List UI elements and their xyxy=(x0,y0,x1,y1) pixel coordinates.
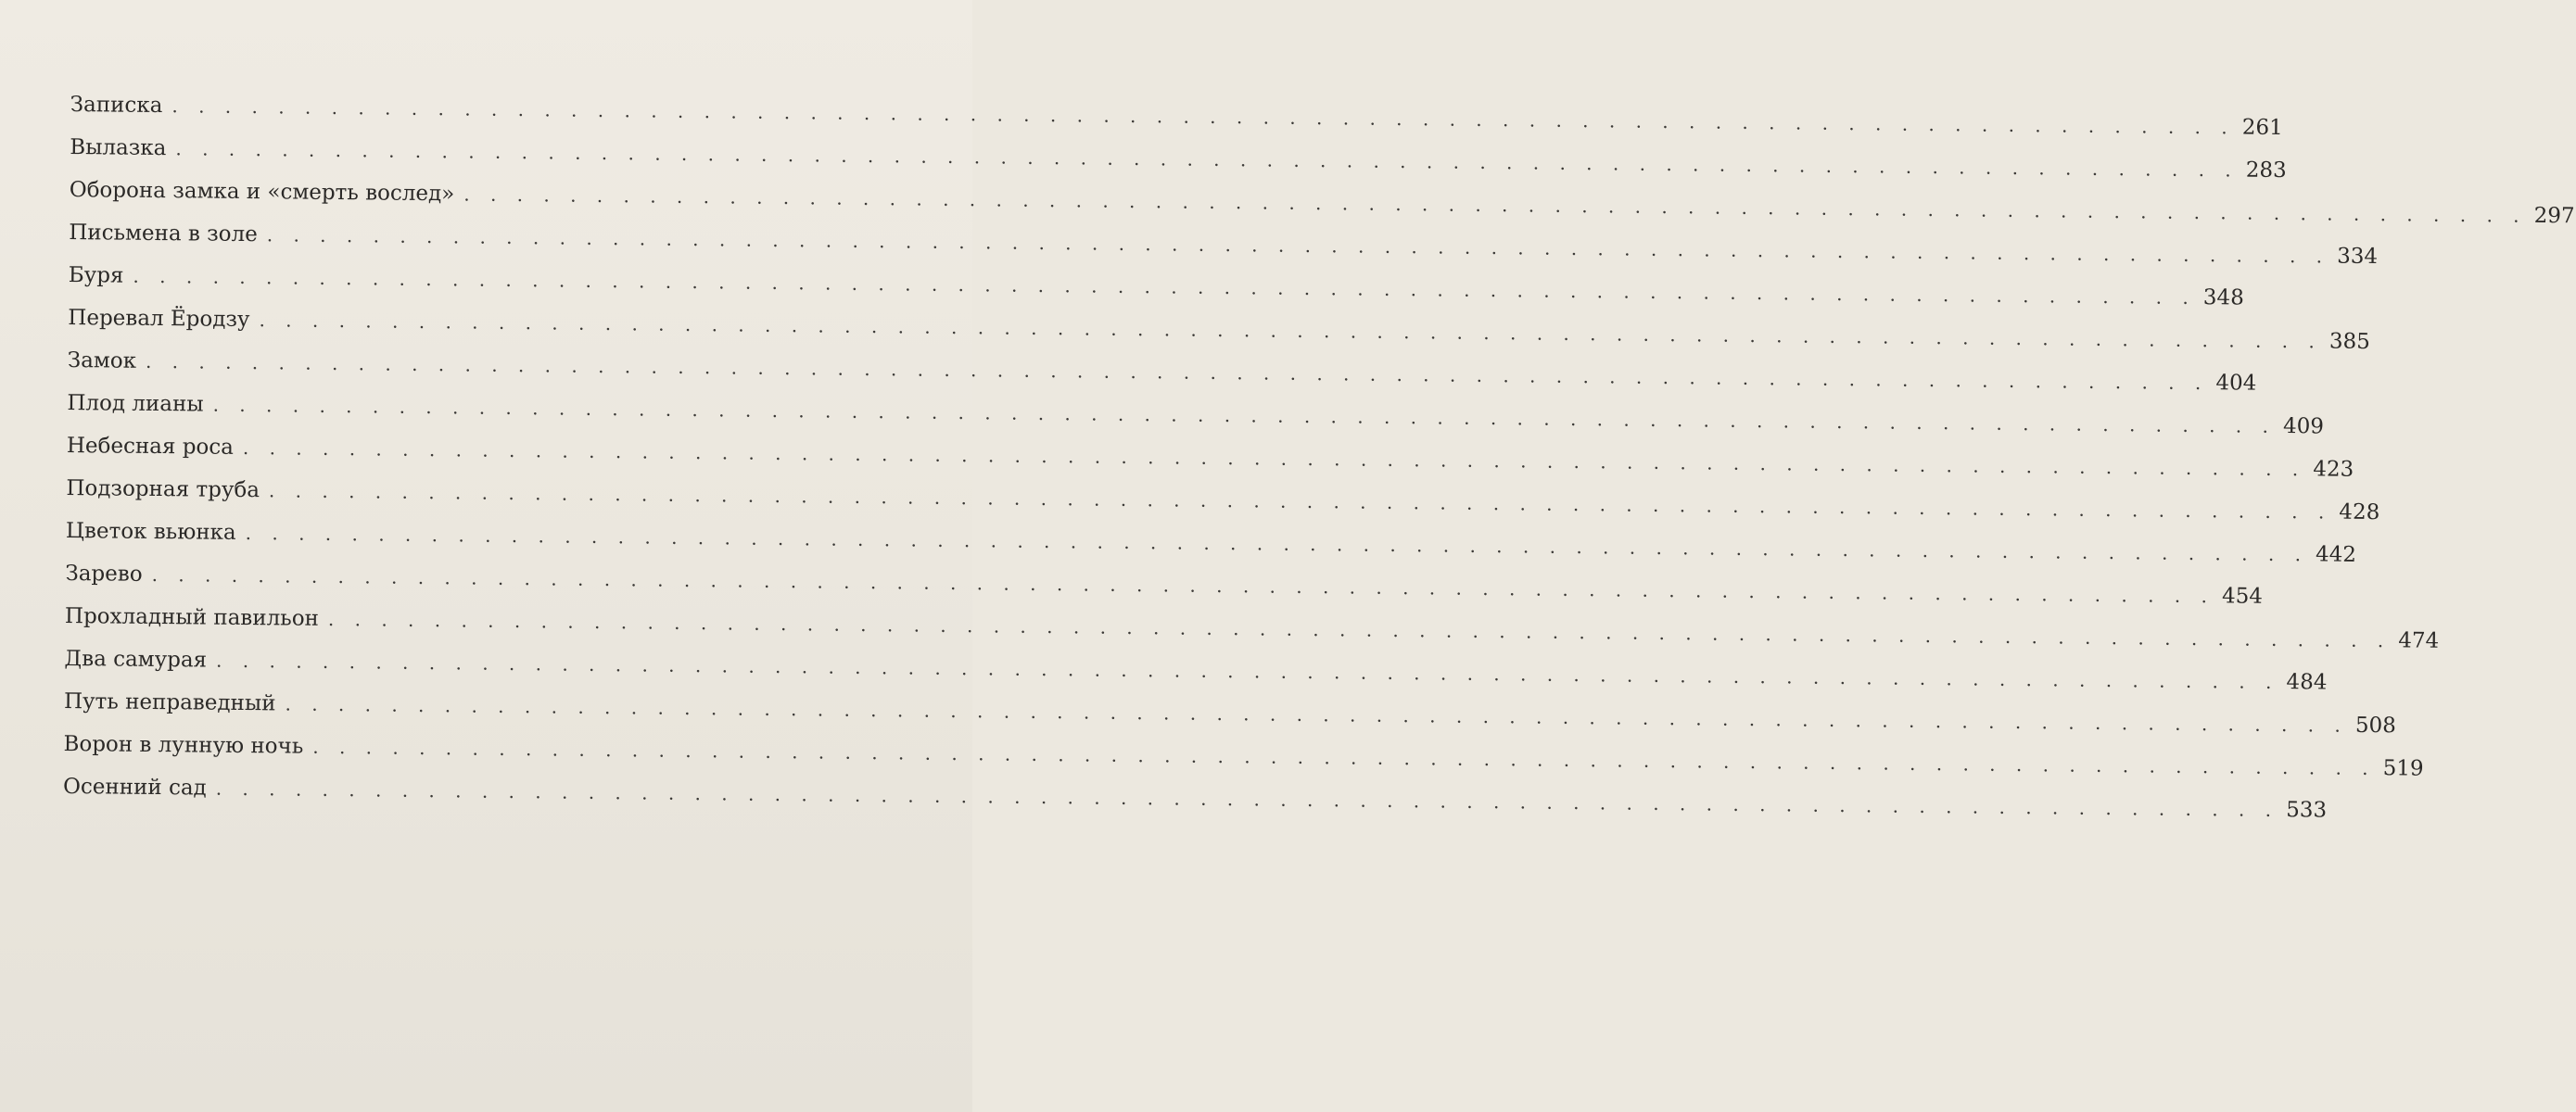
dot-leader: . . . . . . . . . . . . . . . . . . . . . . . . . . . . . . . . . . . . . . . . . . . . . . . . . . . . . . . . . . . . . . . . . . . . . . . . . . . . . . xyxy=(245,522,2309,566)
toc-entry-title: Вылазка xyxy=(70,134,167,161)
dot-leader: . . . . . . . . . . . . . . . . . . . . . . . . . . . . . . . . . . . . . . . . . . . . . . . . . . . . . . . . . . . . . . . . . . . . . . . . . . . . . . xyxy=(216,649,2279,693)
toc-entry-title: Оборона замка и «смерть вослед» xyxy=(69,177,455,207)
toc-entry-page: 334 xyxy=(2337,244,2379,270)
dot-leader: . . . . . . . . . . . . . . . . . . . . . . . . . . . . . . . . . . . . . . . . . . . . . . . . . . . . . . . . . . . . . . . . . . . . . . . . . . . . . . xyxy=(151,562,2215,608)
dot-leader: . . . . . . . . . . . . . . . . . . . . . . . . . . . . . . . . . . . . . . . . . . . . . . . . . . . . . . . . . . . . . . . . . . . . . . . . . . . . . . xyxy=(285,692,2348,737)
toc-entry xyxy=(62,765,2328,823)
toc-entry-page: 484 xyxy=(2286,670,2328,695)
dot-leader: . . . . . . . . . . . . . . . . . . . . . . . . . . . . . . . . . . . . . . . . . . . . . . . . . . . . . . . . . . . . . . . . . . . . . . . . . . . . . . xyxy=(215,777,2279,821)
toc-entry-title: Зарево xyxy=(65,561,143,587)
dot-leader: . . . . . . . . . . . . . . . . . . . . . . . . . . . . . . . . . . . . . . . . . . . . . . . . . . . . . . . . . . . . . . . . . . . . . . . . . . . . . . xyxy=(266,223,2330,268)
toc-entry-title: Записка xyxy=(70,92,163,119)
toc-entry-title: Ворон в лунную ночь xyxy=(63,731,304,759)
toc-entry-title: Замок xyxy=(67,348,137,373)
toc-entry-title: Подзорная труба xyxy=(66,475,260,503)
toc-entry-page: 297 xyxy=(2533,203,2575,229)
toc-entry-page: 348 xyxy=(2202,285,2244,310)
dot-leader: . . . . . . . . . . . . . . . . . . . . . . . . . . . . . . . . . . . . . . . . . . . . . . . . . . . . . . . . . . . . . . . . . . . . . . . . . . . . . . xyxy=(268,479,2332,524)
toc-entry-page: 508 xyxy=(2354,713,2396,739)
toc-entry-title: Буря xyxy=(68,262,124,288)
toc-entry-page: 519 xyxy=(2382,756,2424,781)
toc-entry-title: Письмена в золе xyxy=(69,220,258,247)
toc-entry-page: 454 xyxy=(2221,584,2264,609)
dot-leader: . . . . . . . . . . . . . . . . . . . . . . . . . . . . . . . . . . . . . . . . . . . . . . . . . . . . . . . . . . . . . . . . . . . . . . . . . . . . . . xyxy=(242,436,2306,481)
toc-entry-title: Прохладный павильон xyxy=(64,603,320,631)
toc-entry-page: 423 xyxy=(2313,457,2354,482)
toc-entry-page: 283 xyxy=(2245,158,2287,183)
dot-leader: . . . . . . . . . . . . . . . . . . . . . . . . . . . . . . . . . . . . . . . . . . . . . . . . . . . . . . . . . . . . . . . . . . . . . . . . . . . . . . xyxy=(133,264,2196,310)
dot-leader: . . . . . . . . . . . . . . . . . . . . . . . . . . . . . . . . . . . . . . . . . . . . . . . . . . . . . . . . . . . . . . . . . . . . . . . . . . . . . . xyxy=(145,349,2209,395)
toc-entry-page: 474 xyxy=(2398,628,2440,653)
dot-leader: . . . . . . . . . . . . . . . . . . . . . . . . . . . . . . . . . . . . . . . . . . . . . . . . . . . . . . . . . . . . . . . . . . . . . . . . . . . . . . xyxy=(212,393,2277,437)
toc-entry-page: 428 xyxy=(2339,499,2380,525)
toc-entry-title: Осенний сад xyxy=(62,774,207,801)
toc-entry-page: 261 xyxy=(2241,115,2283,140)
toc-entry-page: 404 xyxy=(2215,371,2257,396)
toc-entry-title: Плод лианы xyxy=(67,390,204,417)
toc-entry-page: 385 xyxy=(2329,329,2370,354)
toc-entry-page: 442 xyxy=(2315,542,2357,567)
toc-entry-title: Перевал Ёродзу xyxy=(68,305,250,333)
dot-leader: . . . . . . . . . . . . . . . . . . . . . . . . . . . . . . . . . . . . . . . . . . . . . . . . . . . . . . . . . . . . . . . . . . . . . . . . . . . . . . xyxy=(327,607,2392,652)
toc-entry-title: Путь неправедный xyxy=(63,689,276,716)
dot-leader: . . . . . . . . . . . . . . . . . . . . . . . . . . . . . . . . . . . . . . . . . . . . . . . . . . . . . . . . . . . . . . . . . . . . . . . . . . . . . . xyxy=(312,735,2376,780)
toc-entry-title: Цветок вьюнка xyxy=(65,518,236,545)
dot-leader: . . . . . . . . . . . . . . . . . . . . . . . . . . . . . . . . . . . . . . . . . . . . . . . . . . . . . . . . . . . . . . . . . . . . . . . . . . . . . . xyxy=(463,183,2527,227)
dot-leader: . . . . . . . . . . . . . . . . . . . . . . . . . . . . . . . . . . . . . . . . . . . . . . . . . . . . . . . . . . . . . . . . . . . . . . . . . . . . . . xyxy=(259,309,2322,353)
toc-entry-title: Небесная роса xyxy=(66,433,235,460)
toc-entry-title: Два самурая xyxy=(64,646,208,673)
dot-leader: . . . . . . . . . . . . . . . . . . . . . . . . . . . . . . . . . . . . . . . . . . . . . . . . . . . . . . . . . . . . . . . . . . . . . . . . . . . . . . xyxy=(171,95,2235,139)
dot-leader: . . . . . . . . . . . . . . . . . . . . . . . . . . . . . . . . . . . . . . . . . . . . . . . . . . . . . . . . . . . . . . . . . . . . . . . . . . . . . . xyxy=(175,137,2239,182)
toc-entry-page: 533 xyxy=(2286,798,2328,823)
table-of-contents xyxy=(62,83,2575,823)
toc-entry-page: 409 xyxy=(2282,414,2325,439)
